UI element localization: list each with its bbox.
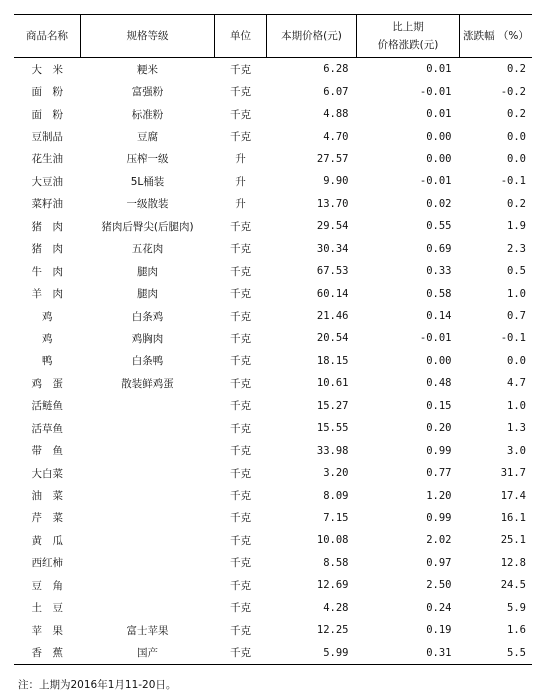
cell-price: 33.98 bbox=[316, 444, 349, 457]
cell-price: 21.46 bbox=[316, 310, 349, 323]
cell-name: 面 粉 bbox=[31, 86, 63, 99]
cell-unit: 千克 bbox=[230, 445, 251, 458]
cell-price: 7.15 bbox=[323, 511, 349, 524]
cell-change: 0.00 bbox=[426, 152, 452, 165]
cell-unit: 千克 bbox=[230, 243, 251, 256]
table-row bbox=[14, 484, 532, 506]
table-row bbox=[14, 327, 532, 349]
cell-spec: 压榨一级 bbox=[126, 153, 169, 166]
table-row bbox=[14, 80, 532, 102]
cell-price: 6.07 bbox=[323, 85, 349, 98]
cell-price: 13.70 bbox=[316, 197, 349, 210]
cell-pct: 12.8 bbox=[500, 556, 526, 569]
cell-name: 牛 肉 bbox=[31, 265, 63, 278]
cell-spec: 一级散装 bbox=[126, 198, 169, 211]
cell-spec bbox=[81, 574, 215, 596]
cell-change: 2.50 bbox=[426, 579, 452, 592]
cell-change: 0.55 bbox=[426, 220, 452, 233]
cell-change: 0.69 bbox=[426, 242, 452, 255]
cell-price: 60.14 bbox=[316, 287, 349, 300]
cell-change: 0.24 bbox=[426, 601, 452, 614]
cell-unit: 千克 bbox=[230, 108, 251, 121]
cell-pct: -0.1 bbox=[500, 175, 526, 188]
cell-price: 27.57 bbox=[316, 152, 349, 165]
cell-pct: 5.5 bbox=[460, 641, 533, 664]
cell-name: 面 粉 bbox=[31, 108, 63, 121]
cell-price: 9.90 bbox=[323, 175, 349, 188]
table-row bbox=[14, 238, 532, 260]
cell-unit: 千克 bbox=[230, 288, 251, 301]
table-row bbox=[14, 215, 532, 237]
cell-unit: 千克 bbox=[230, 131, 251, 144]
table-row bbox=[14, 507, 532, 529]
cell-spec: 白条鸭 bbox=[131, 355, 164, 368]
table-row bbox=[14, 619, 532, 641]
cell-change: 0.02 bbox=[426, 197, 452, 210]
cell-price: 6.28 bbox=[323, 63, 349, 76]
cell-change: 0.20 bbox=[426, 422, 452, 435]
cell-pct: 0.0 bbox=[507, 152, 526, 165]
cell-change: 0.99 bbox=[426, 444, 452, 457]
table-row bbox=[14, 395, 532, 417]
table-header bbox=[14, 15, 532, 58]
cell-pct: 0.0 bbox=[507, 354, 526, 367]
cell-pct: 1.6 bbox=[507, 624, 526, 637]
cell-change: -0.01 bbox=[419, 175, 452, 188]
cell-pct: -0.2 bbox=[500, 85, 526, 98]
cell-unit: 千克 bbox=[230, 400, 251, 413]
cell-pct: 0.2 bbox=[507, 63, 526, 76]
cell-name: 活草鱼 bbox=[31, 422, 63, 435]
cell-unit: 千克 bbox=[230, 579, 251, 592]
cell-name: 芹 菜 bbox=[31, 512, 63, 525]
cell-pct: 16.1 bbox=[500, 511, 526, 524]
cell-unit: 升 bbox=[235, 198, 246, 211]
cell-pct: 1.3 bbox=[507, 422, 526, 435]
header-pct: 涨跌幅 （%） bbox=[460, 15, 533, 58]
cell-unit: 千克 bbox=[230, 220, 251, 233]
cell-spec: 标准粉 bbox=[131, 108, 164, 121]
cell-change: 0.19 bbox=[426, 624, 452, 637]
cell-pct: 3.0 bbox=[507, 444, 526, 457]
cell-spec bbox=[81, 597, 215, 619]
cell-spec bbox=[81, 462, 215, 484]
cell-price: 8.09 bbox=[323, 489, 349, 502]
table-row bbox=[14, 574, 532, 596]
cell-pct: 5.9 bbox=[507, 601, 526, 614]
header-price: 本期价格(元) bbox=[267, 15, 357, 58]
table-row bbox=[14, 193, 532, 215]
cell-change: 0.58 bbox=[426, 287, 452, 300]
cell-pct: 25.1 bbox=[500, 534, 526, 547]
cell-spec: 豆腐 bbox=[137, 131, 158, 144]
table-row bbox=[14, 462, 532, 484]
cell-pct: 0.2 bbox=[507, 108, 526, 121]
table-row bbox=[14, 282, 532, 304]
cell-price: 18.15 bbox=[316, 354, 349, 367]
cell-pct: 1.9 bbox=[507, 220, 526, 233]
cell-change: -0.01 bbox=[419, 85, 452, 98]
cell-name: 猪 肉 bbox=[31, 243, 63, 256]
cell-price: 12.25 bbox=[316, 624, 349, 637]
cell-price: 5.99 bbox=[267, 641, 357, 664]
cell-pct: 1.0 bbox=[507, 287, 526, 300]
cell-spec: 腿肉 bbox=[137, 265, 158, 278]
cell-price: 10.08 bbox=[316, 534, 349, 547]
cell-name: 苹 果 bbox=[31, 624, 63, 637]
cell-unit: 千克 bbox=[230, 534, 251, 547]
table-row bbox=[14, 148, 532, 170]
cell-name: 鸡 bbox=[42, 310, 53, 323]
cell-price: 4.88 bbox=[323, 108, 349, 121]
cell-spec: 国产 bbox=[81, 641, 215, 664]
cell-unit: 千克 bbox=[230, 355, 251, 368]
table-row bbox=[14, 597, 532, 619]
cell-name: 豆 角 bbox=[31, 579, 63, 592]
cell-spec: 猪肉后臀尖(后腿肉) bbox=[101, 220, 194, 233]
cell-spec: 腿肉 bbox=[137, 288, 158, 301]
cell-price: 8.58 bbox=[323, 556, 349, 569]
cell-change: 0.99 bbox=[426, 511, 452, 524]
footnote: 注：上期为2016年1月11-20日。 bbox=[18, 679, 177, 691]
cell-name: 菜籽油 bbox=[31, 198, 63, 211]
cell-spec: 富强粉 bbox=[131, 86, 164, 99]
cell-name: 鸡 蛋 bbox=[31, 377, 63, 390]
cell-price: 67.53 bbox=[316, 265, 349, 278]
cell-spec: 5L桶装 bbox=[130, 175, 165, 188]
cell-pct: 0.2 bbox=[507, 197, 526, 210]
cell-change: 0.97 bbox=[426, 556, 452, 569]
header-unit: 单位 bbox=[215, 15, 267, 58]
cell-pct: 0.0 bbox=[507, 130, 526, 143]
cell-spec: 五花肉 bbox=[131, 243, 164, 256]
cell-unit: 千克 bbox=[230, 490, 251, 503]
table-row bbox=[14, 170, 532, 192]
cell-price: 4.28 bbox=[323, 601, 349, 614]
cell-name: 香 蕉 bbox=[14, 641, 81, 664]
cell-price: 30.34 bbox=[316, 242, 349, 255]
cell-unit: 千克 bbox=[230, 557, 251, 570]
cell-name: 花生油 bbox=[31, 153, 63, 166]
cell-unit: 千克 bbox=[230, 265, 251, 278]
header-change-line2: 价格涨跌(元) bbox=[377, 39, 439, 51]
cell-name: 土 豆 bbox=[31, 602, 63, 615]
table-row bbox=[14, 350, 532, 372]
cell-unit: 升 bbox=[235, 153, 246, 166]
cell-change: 1.20 bbox=[426, 489, 452, 502]
table-body bbox=[14, 58, 532, 665]
cell-change: 0.33 bbox=[426, 265, 452, 278]
cell-unit: 千克 bbox=[230, 624, 251, 637]
table-row bbox=[14, 103, 532, 125]
table-row bbox=[14, 125, 532, 147]
cell-pct: -0.1 bbox=[500, 332, 526, 345]
cell-spec bbox=[81, 529, 215, 551]
cell-unit: 千克 bbox=[230, 512, 251, 525]
table-row bbox=[14, 58, 532, 81]
cell-unit: 千克 bbox=[230, 332, 251, 345]
cell-pct: 24.5 bbox=[500, 579, 526, 592]
cell-price: 4.70 bbox=[323, 130, 349, 143]
cell-name: 羊 肉 bbox=[31, 288, 63, 301]
cell-unit: 千克 bbox=[230, 63, 251, 76]
header-change bbox=[357, 15, 460, 58]
table-row bbox=[14, 372, 532, 394]
cell-spec: 富士苹果 bbox=[126, 624, 169, 637]
cell-unit: 千克 bbox=[215, 641, 267, 664]
cell-spec bbox=[81, 417, 215, 439]
cell-name: 西红柿 bbox=[31, 557, 63, 570]
cell-spec: 白条鸡 bbox=[131, 310, 164, 323]
cell-unit: 升 bbox=[235, 175, 246, 188]
cell-spec: 散装鲜鸡蛋 bbox=[121, 377, 174, 390]
cell-pct: 2.3 bbox=[507, 242, 526, 255]
header-change-line1: 比上期 bbox=[392, 21, 424, 33]
table-row bbox=[14, 305, 532, 327]
cell-name: 黄 瓜 bbox=[31, 534, 63, 547]
cell-name: 油 菜 bbox=[31, 490, 63, 503]
cell-change: 0.00 bbox=[426, 354, 452, 367]
cell-change: 0.01 bbox=[426, 63, 452, 76]
cell-spec: 粳米 bbox=[137, 63, 158, 76]
cell-change: 0.01 bbox=[426, 108, 452, 121]
table-row bbox=[14, 439, 532, 461]
cell-spec bbox=[81, 395, 215, 417]
cell-pct: 0.5 bbox=[507, 265, 526, 278]
cell-name: 大 米 bbox=[31, 63, 63, 76]
cell-pct: 0.7 bbox=[507, 310, 526, 323]
header-row bbox=[14, 15, 532, 58]
table-row bbox=[14, 529, 532, 551]
cell-pct: 31.7 bbox=[500, 467, 526, 480]
cell-pct: 17.4 bbox=[500, 489, 526, 502]
cell-name: 鸡 bbox=[42, 332, 53, 345]
cell-unit: 千克 bbox=[230, 86, 251, 99]
table-row bbox=[14, 641, 532, 664]
cell-name: 大白菜 bbox=[31, 467, 63, 480]
cell-spec bbox=[81, 439, 215, 461]
cell-spec bbox=[81, 507, 215, 529]
cell-price: 15.27 bbox=[316, 399, 349, 412]
cell-unit: 千克 bbox=[230, 602, 251, 615]
cell-unit: 千克 bbox=[230, 377, 251, 390]
cell-spec bbox=[81, 484, 215, 506]
cell-pct: 1.0 bbox=[507, 399, 526, 412]
cell-change: 0.00 bbox=[426, 130, 452, 143]
cell-spec bbox=[81, 552, 215, 574]
cell-unit: 千克 bbox=[230, 467, 251, 480]
table-row bbox=[14, 552, 532, 574]
cell-change: 0.77 bbox=[426, 467, 452, 480]
cell-name: 大豆油 bbox=[31, 175, 63, 188]
cell-price: 10.61 bbox=[316, 377, 349, 390]
cell-change: -0.01 bbox=[419, 332, 452, 345]
cell-price: 15.55 bbox=[316, 422, 349, 435]
cell-price: 3.20 bbox=[323, 467, 349, 480]
cell-change: 0.15 bbox=[426, 399, 452, 412]
cell-change: 0.31 bbox=[357, 641, 460, 664]
cell-spec: 鸡胸肉 bbox=[131, 332, 164, 345]
header-spec: 规格等级 bbox=[81, 15, 215, 58]
header-name: 商品名称 bbox=[14, 15, 81, 58]
cell-name: 活鲢鱼 bbox=[31, 400, 63, 413]
table-row bbox=[14, 260, 532, 282]
cell-price: 12.69 bbox=[316, 579, 349, 592]
cell-change: 0.14 bbox=[426, 310, 452, 323]
cell-pct: 4.7 bbox=[507, 377, 526, 390]
cell-name: 豆制品 bbox=[31, 131, 63, 144]
cell-name: 鸭 bbox=[42, 355, 53, 368]
cell-unit: 千克 bbox=[230, 422, 251, 435]
cell-price: 20.54 bbox=[316, 332, 349, 345]
cell-change: 0.48 bbox=[426, 377, 452, 390]
cell-change: 2.02 bbox=[426, 534, 452, 547]
table-row bbox=[14, 417, 532, 439]
cell-name: 猪 肉 bbox=[31, 220, 63, 233]
cell-price: 29.54 bbox=[316, 220, 349, 233]
cell-name: 带 鱼 bbox=[31, 445, 63, 458]
price-table bbox=[14, 14, 532, 665]
cell-unit: 千克 bbox=[230, 310, 251, 323]
